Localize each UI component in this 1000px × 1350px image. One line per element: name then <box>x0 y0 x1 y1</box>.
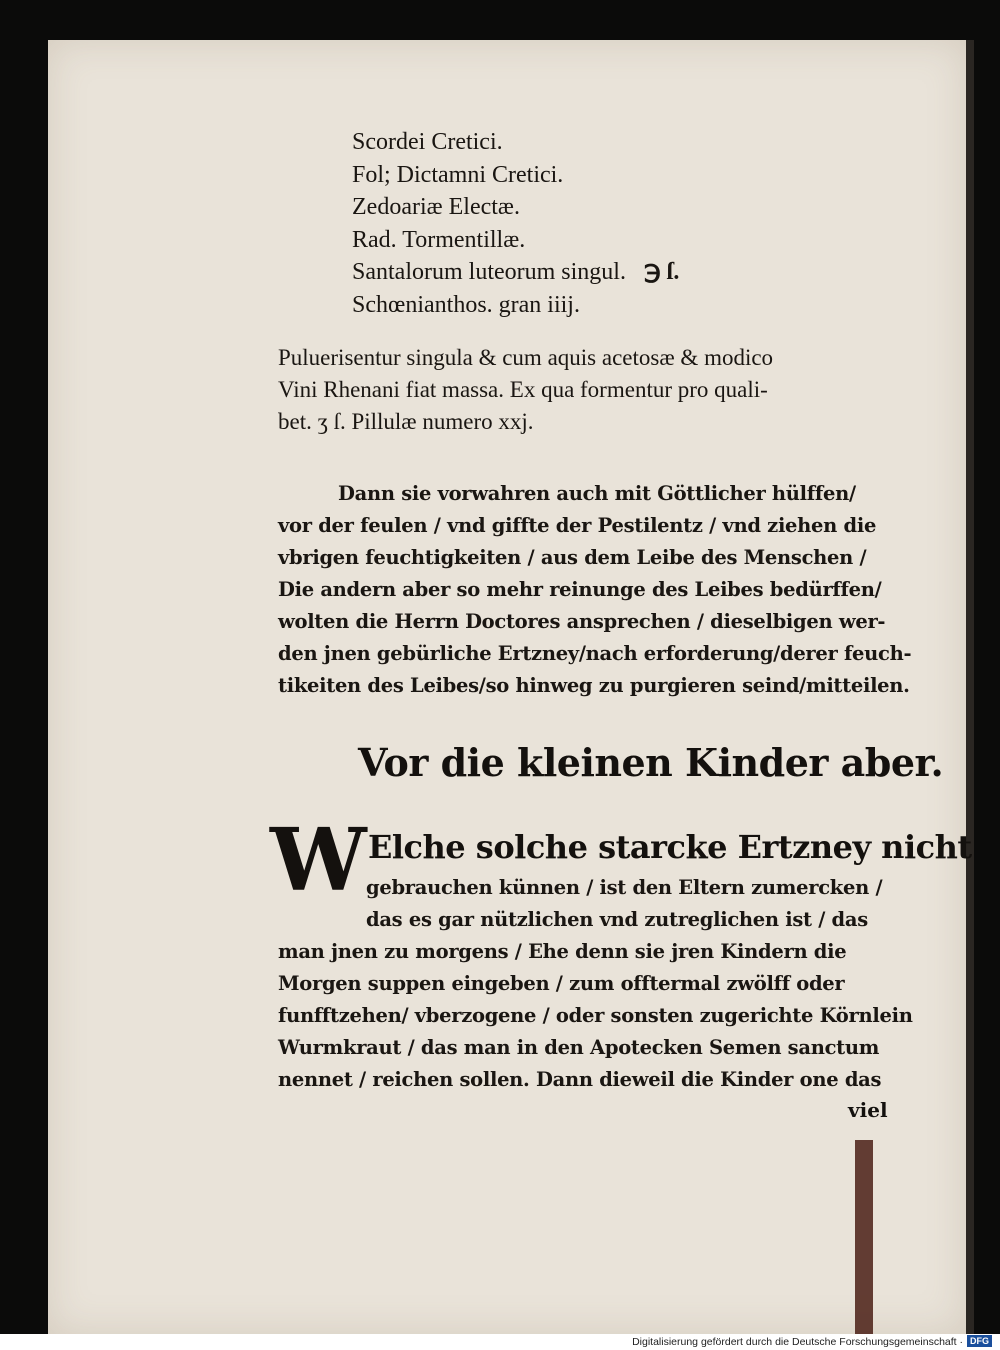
paragraph-line: Wurmkraut / das man in den Apotecken Semen sanctum <box>278 1036 880 1059</box>
paragraph-children <box>278 872 930 1096</box>
digitization-footer <box>0 1334 1000 1350</box>
paragraph-line: vbrigen feuchtigkeiten / aus dem Leibe des Menschen / <box>278 546 867 569</box>
latin-line: Puluerisentur singula & cum aquis acetosæ & modico <box>278 345 774 370</box>
recipe-line: Rad. Tormentillæ. <box>352 226 526 253</box>
page-edge <box>966 40 974 1334</box>
recipe-line <box>352 256 679 289</box>
paragraph-line: nennet / reichen sollen. Dann dieweil die Kinder one das <box>278 1068 882 1091</box>
recipe-line: Zedoariæ Electæ. <box>352 194 520 220</box>
paragraph-line: wolten die Herrn Doctores ansprechen / dieselbigen wer- <box>278 610 886 633</box>
paragraph-line: vor der feulen / vnd giffte der Pestilentz / vnd ziehen die <box>278 514 877 537</box>
paragraph-line: gebrauchen künnen / ist den Eltern zumercken / <box>366 876 883 899</box>
paragraph-line: das es gar nützlichen vnd zutreglichen ist / das <box>366 908 868 931</box>
paragraph-line: Die andern aber so mehr reinunge des Leibes bedürffen/ <box>278 578 882 601</box>
paragraph-line: tikeiten des Leibes/so hinweg zu purgieren seind/mitteilen. <box>278 674 910 697</box>
recipe-line: Fol; Dictamni Cretici. <box>352 161 564 188</box>
paragraph-line: funfftzehen/ vberzogene / oder sonsten zugerichte Körnlein <box>278 1004 913 1027</box>
decorated-initial: W <box>270 810 367 911</box>
latin-instructions <box>278 342 928 438</box>
funding-credit: Digitalisierung gefördert durch die Deutsche Forschungsgemeinschaft · <box>632 1336 963 1348</box>
paragraph-line: Morgen suppen eingeben / zum offtermal zwölff oder <box>278 972 845 995</box>
latin-line: bet. ʒ ſ. Pillulæ numero xxj. <box>278 409 534 434</box>
recipe-line: Scordei Cretici. <box>352 129 503 155</box>
paragraph-line: den jnen gebürliche Ertzney/nach erforderung/derer feuch- <box>278 642 912 665</box>
recipe-ingredient-list <box>352 126 679 321</box>
section-heading: Vor die kleinen Kinder aber. <box>358 740 944 785</box>
recipe-line: Schœnianthos. gran iiij. <box>352 291 580 318</box>
paragraph-protection <box>278 478 930 702</box>
paragraph-line: Dann sie vorwahren auch mit Göttlicher hülffen/ <box>338 482 856 505</box>
paragraph-line: man jnen zu morgens / Ehe denn sie jren Kindern die <box>278 940 847 963</box>
paragraph-first-line: Elche solche starcke Ertzney nicht <box>368 828 972 866</box>
dfg-logo-icon: DFG <box>967 1335 992 1347</box>
latin-line: Vini Rhenani fiat massa. Ex qua formentur pro quali- <box>278 377 768 402</box>
page-edge-stain <box>855 1140 873 1334</box>
recipe-line-text: Santalorum luteorum singul. <box>352 259 626 285</box>
recipe-dose: ℈ ſ. <box>643 259 680 285</box>
catchword: viel <box>848 1098 888 1122</box>
